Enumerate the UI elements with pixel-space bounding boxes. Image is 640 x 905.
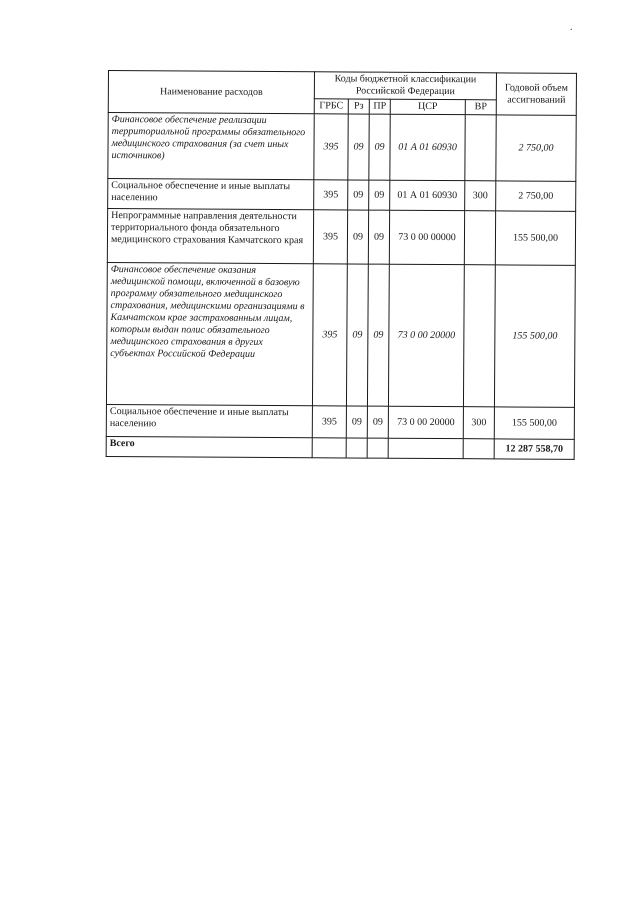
header-csr: ЦСР: [390, 99, 465, 114]
table-row: [108, 113, 576, 182]
row-pr: 09: [369, 114, 390, 180]
table-row: [106, 262, 575, 407]
row-grbs: 395: [312, 264, 347, 406]
total-empty-cell: [463, 439, 494, 459]
row-amount: 155 500,00: [494, 407, 574, 439]
table-total-row: [106, 436, 574, 459]
row-vr: [465, 115, 496, 181]
header-name: Наименование расходов: [108, 71, 314, 114]
row-amount: 155 500,00: [494, 265, 575, 407]
page-corner-mark: .: [570, 22, 573, 33]
row-pr: 09: [367, 406, 388, 438]
header-vr: ВР: [465, 100, 496, 115]
row-csr: 73 0 00 00000: [389, 210, 464, 264]
row-amount: 2 750,00: [496, 115, 576, 181]
row-amount: 155 500,00: [495, 211, 575, 265]
row-grbs: 395: [312, 406, 346, 438]
total-empty-cell: [388, 438, 463, 458]
total-empty-cell: [312, 438, 346, 458]
row-pr: 09: [367, 264, 389, 406]
row-csr: 01 А 01 60930: [390, 114, 465, 180]
row-rz: 09: [346, 264, 368, 406]
row-csr: 73 0 00 20000: [388, 264, 464, 406]
total-empty-cell: [346, 438, 367, 458]
row-csr: 73 0 00 20000: [388, 406, 463, 438]
total-label: Всего: [106, 436, 312, 457]
total-empty-cell: [367, 438, 388, 458]
table-header-row: [108, 71, 576, 101]
header-amount: Годовой объем ассигнований: [496, 73, 576, 115]
row-rz: 09: [346, 406, 367, 438]
row-csr: 01 А 01 60930: [390, 180, 465, 210]
row-amount: 2 750,00: [496, 181, 576, 211]
row-vr: 300: [463, 407, 494, 439]
budget-table: [106, 70, 577, 460]
total-amount: 12 287 558,70: [494, 439, 574, 459]
row-name: Социальное обеспечение и иные выплаты населению: [108, 179, 314, 210]
row-name: Финансовое обеспечение реализации территориальной программы обязательного медицинского страхования (за счет иных источников): [108, 113, 314, 180]
row-grbs: 395: [314, 114, 348, 180]
row-rz: 09: [347, 210, 368, 264]
header-grbs: ГРБС: [314, 99, 348, 114]
row-vr: [464, 211, 495, 265]
row-vr: 300: [465, 181, 496, 211]
row-rz: 09: [348, 180, 369, 210]
row-rz: 09: [348, 114, 369, 180]
table-row: [108, 179, 576, 212]
header-codes: Коды бюджетной классификации Российской Федерации: [314, 72, 496, 100]
row-pr: 09: [368, 210, 389, 264]
header-rz: Рз: [348, 99, 369, 114]
table-row: [106, 404, 574, 439]
row-pr: 09: [369, 180, 390, 210]
row-vr: [463, 265, 495, 407]
row-name: Финансовое обеспечение оказания медицинской помощи, включенной в базовую программу обязательного медицинского страхования, медицинскими организациями в Камчатском крае застрахованным лицам, которым выдан полис обязательного медицинского страхования в других субъектах Российской Федерации: [106, 262, 313, 405]
table-row: [107, 209, 575, 266]
row-name: Непрограммные направления деятельности территориального фонда обязательного медицинского страхования Камчатского края: [107, 209, 313, 264]
row-name: Социальное обеспечение и иные выплаты населению: [106, 404, 312, 437]
row-grbs: 395: [314, 180, 348, 210]
row-grbs: 395: [313, 210, 347, 264]
header-pr: ПР: [369, 99, 390, 114]
